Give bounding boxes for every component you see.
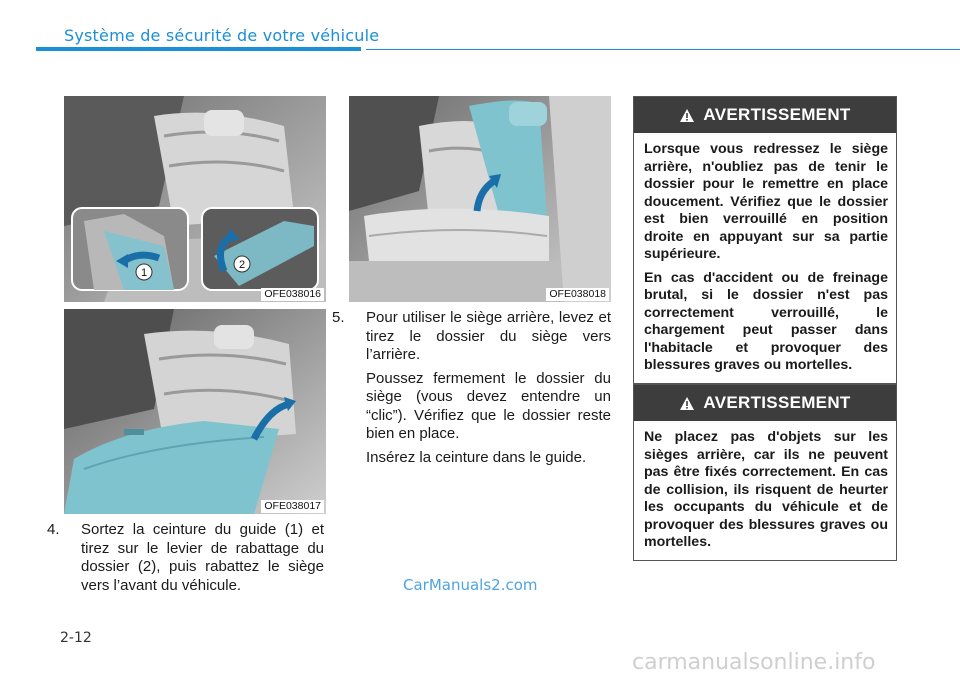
step-number: 4. — [47, 521, 60, 538]
header-rule-thick — [36, 47, 361, 51]
figure-seat-raise — [349, 96, 611, 302]
warning-body — [634, 421, 896, 560]
figure-code: OFE038016 — [261, 288, 324, 301]
step-4 — [47, 521, 324, 600]
step-number: 5. — [332, 309, 345, 326]
warning-triangle-icon — [679, 108, 695, 123]
figure-code: OFE038018 — [546, 288, 609, 301]
warning-box-2 — [633, 384, 897, 561]
watermark-link[interactable]: CarManuals2.com — [403, 576, 538, 594]
callout-2: 2 — [238, 259, 246, 271]
warning-paragraph: Lorsque vous redressez le siège arrière, n'oubliez pas de tenir le dossier pour le remettre en place doucement. Vérifiez que le dossier est bien verrouillé en position droite en appuyant sur sa partie supérieure. — [644, 141, 888, 262]
warning-body — [634, 133, 896, 383]
warning-title: AVERTISSEMENT — [703, 105, 851, 124]
header-rule-thin — [366, 49, 960, 50]
footer-watermark: carmanualsonline.info — [632, 650, 876, 675]
warning-paragraph: En cas d'accident ou de freinage brutal, si le dossier n'est pas correctement verrouillé, le chargement peut passer dans l'habitacle et provoquer des blessures graves ou mortelles. — [644, 269, 888, 373]
warning-triangle-icon — [679, 396, 695, 411]
step-5 — [332, 309, 611, 472]
figure-code: OFE038017 — [261, 500, 324, 513]
step-paragraph: Insérez la ceinture dans le guide. — [366, 448, 587, 466]
warning-paragraph: Ne placez pas d'objets sur les sièges arrière, car ils ne peuvent pas être fixés correctement. En cas de collision, ils risquent de heurter les occupants du véhicule et de provoquer des blessures graves ou mortelles. — [644, 429, 888, 550]
step-paragraph: Poussez fermement le dossier du siège (vous devez entendre un “clic”). Vérifiez que le dossier reste bien en place. — [366, 369, 611, 442]
warning-box-1 — [633, 96, 897, 384]
step-text: Pour utiliser le siège arrière, levez et tirez le dossier du siège vers l’arrière. — [366, 309, 611, 363]
figure-seat-folded — [64, 309, 326, 514]
warning-title: AVERTISSEMENT — [703, 393, 851, 412]
warning-header — [634, 97, 896, 133]
section-title: Système de sécurité de votre véhicule — [64, 26, 380, 45]
step-text: Sortez la ceinture du guide (1) et tirez sur le levier de rabattage du dossier (2), puis rabattez le siège vers l’avant du véhicule. — [81, 521, 324, 594]
figure-seat-belt-guide — [64, 96, 326, 302]
callout-1: 1 — [140, 267, 148, 279]
warning-header — [634, 385, 896, 421]
page-number: 2-12 — [60, 630, 92, 646]
